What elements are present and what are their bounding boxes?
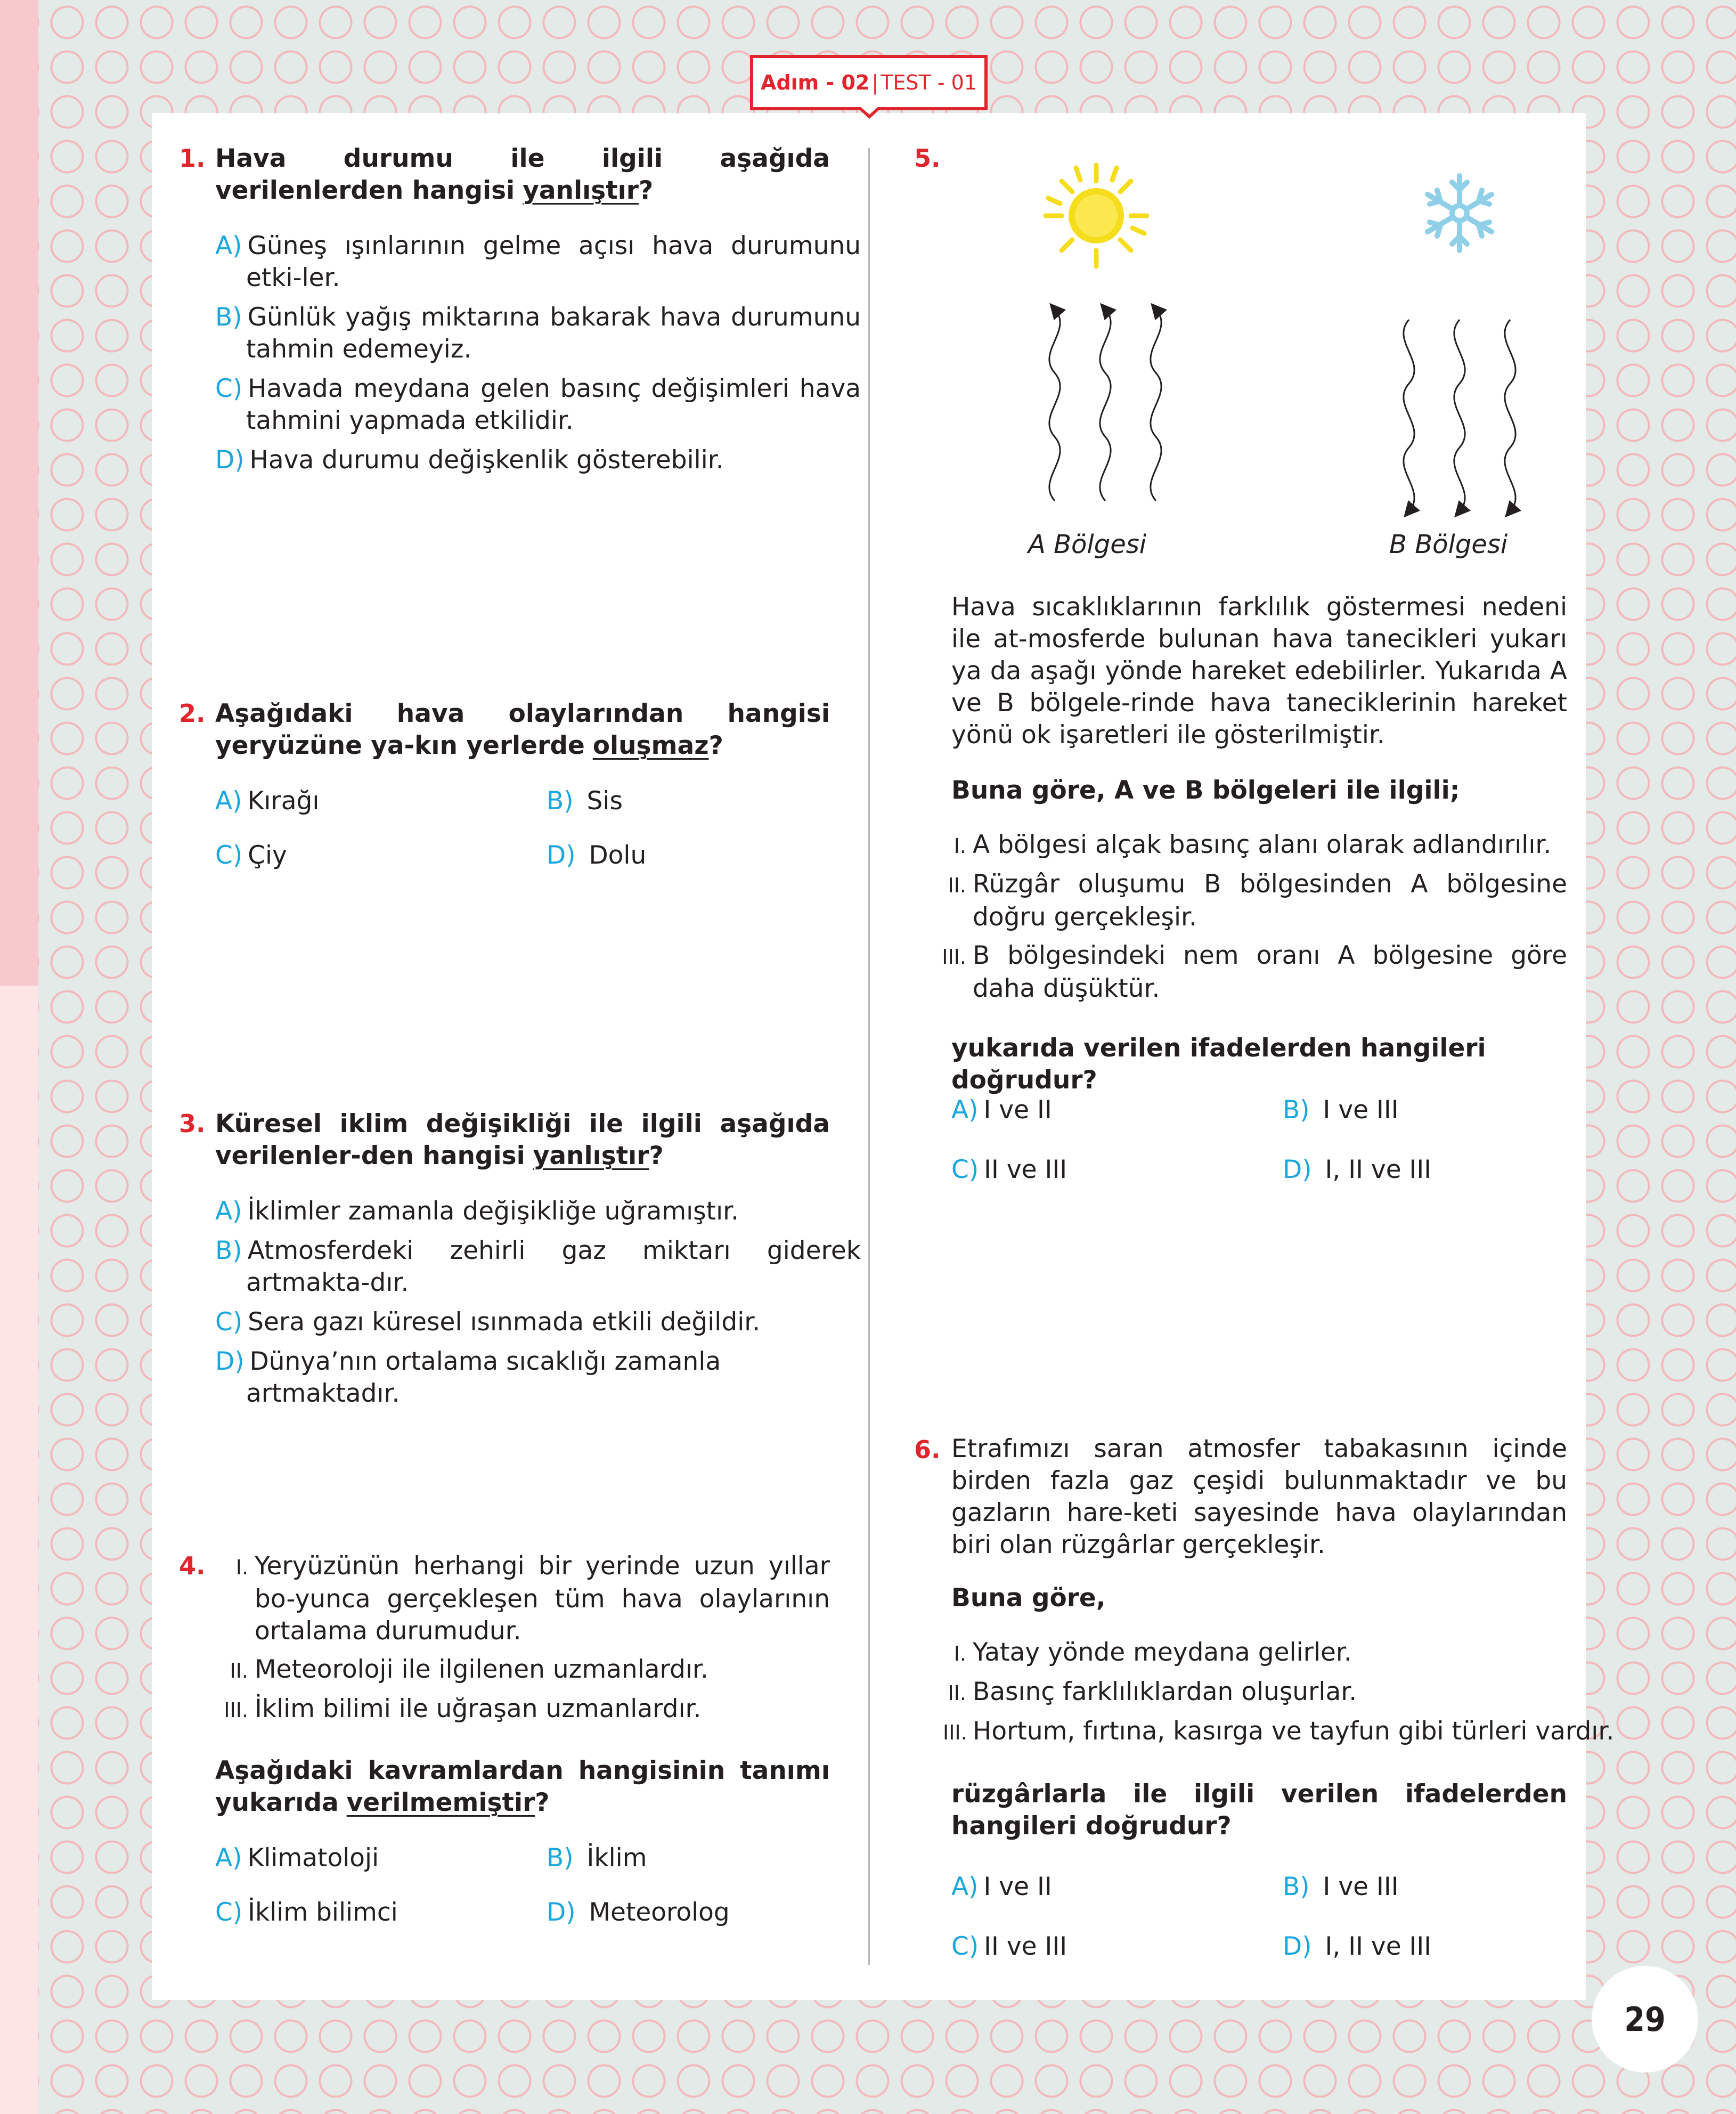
option-letter: D) [547,841,576,870]
option-letter: A) [215,1843,242,1873]
q5-statement-2 [943,868,1567,933]
header-notch-inner [860,107,878,115]
option-letter: C) [951,1932,979,1961]
q4-option-b[interactable] [547,1842,647,1874]
q3-option-b[interactable] [215,1235,861,1299]
q6-lead: Buna göre, [951,1583,1106,1613]
option-text: II ve III [984,1155,1067,1184]
option-text: I ve II [983,1095,1052,1125]
option-letter: C) [215,841,243,870]
option-letter: C) [215,374,243,403]
statement-text: Rüzgâr oluşumu B bölgesinden A bölgesine doğru gerçekleşir. [973,869,1567,932]
statement-text: Basınç farklılıklardan oluşurlar. [973,1677,1357,1706]
page-number: 29 [1592,1966,1698,2072]
q1-option-a[interactable] [215,230,861,294]
q5-option-c[interactable] [951,1154,1067,1186]
option-text: Klimatoloji [247,1843,379,1873]
option-letter: B) [215,303,242,332]
q6-question: rüzgârlarla ile ilgili verilen ifadelerden hangileri doğrudur? [951,1779,1567,1841]
option-letter: A) [951,1872,979,1901]
option-letter: C) [215,1307,243,1337]
q2-option-b[interactable] [547,785,623,817]
roman-numeral: II. [948,1681,966,1705]
q5-option-b[interactable] [1283,1094,1399,1126]
option-letter: D) [215,1347,244,1376]
q5-statement-1 [943,829,1567,862]
roman-numeral: II. [948,874,966,897]
q3-option-d[interactable] [215,1346,861,1410]
sun-icon [1046,165,1147,266]
q1-option-c[interactable] [215,373,861,437]
option-letter: B) [215,1236,242,1265]
option-text: Dolu [589,841,647,870]
header-separator: | [871,71,879,94]
header-test: TEST - 01 [881,71,977,94]
q6-statement-2 [943,1676,1567,1709]
q2-stem-key: oluşmaz [592,731,709,760]
option-text: Çiy [248,841,287,870]
option-text: Sis [586,786,623,816]
roman-numeral: II. [230,1659,248,1682]
statement-text: İklim bilimi ile uğraşan uzmanlardır. [255,1694,702,1723]
q1-stem-end: ? [638,176,654,205]
option-letter: D) [215,445,244,475]
option-text: I ve III [1323,1872,1399,1901]
option-letter: D) [1283,1932,1312,1961]
q1-number: 1. [179,144,206,173]
q4-stem-main: Aşağıdaki kavramlardan hangisinin tanımı yukarıda [215,1756,830,1817]
q4-statement-3 [215,1693,830,1726]
option-letter: B) [547,786,574,816]
q3-stem-end: ? [649,1141,664,1170]
roman-numeral: I. [235,1556,248,1579]
statement-text: Hortum, fırtına, kasırga ve tayfun gibi türleri vardır. [973,1717,1615,1746]
wavy-up-arrow-icon [1049,309,1161,501]
q5-option-d[interactable] [1283,1154,1431,1186]
option-text: Günlük yağış miktarına bakarak hava durumunu tahmin edemeyiz. [246,303,861,364]
q5-question: yukarıda verilen ifadelerden hangileri doğrudur? [951,1034,1486,1095]
statement-text: B bölgesindeki nem oranı A bölgesine göre daha düşüktür. [973,941,1567,1003]
option-text: I, II ve III [1325,1932,1432,1961]
q5-number: 5. [914,144,941,173]
q1-stem-key: yanlıştır [523,176,639,205]
roman-numeral: III. [224,1698,248,1722]
q4-statement-2 [215,1654,830,1687]
decorative-left-band [0,0,38,986]
q5-region-b-label: B Bölgesi [1389,530,1508,559]
q6-statement-3 [943,1715,1615,1749]
q4-option-c[interactable] [215,1897,398,1929]
option-letter: C) [951,1155,979,1184]
q1-stem-main: Hava durumu ile ilgili aşağıda verilenlerden hangisi [215,144,830,205]
option-letter: C) [215,1898,243,1927]
option-letter: A) [951,1095,979,1125]
q3-stem-key: yanlıştır [533,1141,649,1170]
statement-text: A bölgesi alçak basınç alanı olarak adlandırılır. [973,830,1552,859]
option-text: İklim [586,1843,647,1873]
q5-paragraph: Hava sıcaklıklarının farklılık göstermesi nedeni ile at-mosferde bulunan hava tanecikleri yukarı ya da aşağı yönde hareket edebilirler. Yukarıda A ve B bölgele-rinde hava taneciklerinin hareket yönü ok işaretleri ile gösterilmiştir. [951,592,1567,750]
option-text: Sera gazı küresel ısınmada etkili değildir. [248,1307,761,1337]
option-text: Güneş ışınlarının gelme açısı hava durumunu etki-ler. [246,231,861,292]
statement-text: Meteoroloji ile ilgilenen uzmanlardır. [255,1655,708,1684]
q4-number: 4. [179,1551,206,1580]
roman-numeral: I. [953,1642,966,1665]
q2-number: 2. [179,699,206,728]
option-letter: A) [215,1197,242,1226]
roman-numeral: III. [943,1721,967,1744]
q3-stem-main: Küresel iklim değişikliği ile ilgili aşağıda verilenler-den hangisi [215,1109,830,1170]
q5-illustration [1012,149,1545,533]
q5-option-a[interactable] [951,1094,1052,1126]
option-letter: B) [1283,1872,1310,1901]
option-text: İklim bilimci [248,1898,398,1927]
option-text: II ve III [984,1932,1067,1961]
q6-option-a[interactable] [951,1871,1052,1903]
q5-region-a-label: A Bölgesi [1028,530,1147,559]
q5-statement-3 [943,940,1567,1005]
header-step: Adım - 02 [761,71,870,94]
header-tag [750,55,988,110]
column-divider [868,148,870,1965]
option-letter: D) [547,1898,576,1927]
option-letter: A) [215,231,242,261]
q4-option-a[interactable] [215,1842,379,1874]
option-text: Atmosferdeki zehirli gaz miktarı giderek artmakta-dır. [246,1236,861,1297]
option-text: Dünya’nın ortalama sıcaklığı zamanla artmaktadır. [246,1347,721,1408]
roman-numeral: III. [942,945,966,969]
q2-option-a[interactable] [215,785,319,817]
q4-option-d[interactable] [547,1897,730,1929]
option-text: Meteorolog [589,1898,730,1927]
q1-option-d[interactable] [215,444,861,476]
q5-lead: Buna göre, A ve B bölgeleri ile ilgili; [951,776,1460,805]
wavy-down-arrow-icon [1404,320,1515,511]
statement-text: Yeryüzünün herhangi bir yerinde uzun yıllar bo-yunca gerçekleşen tüm hava olaylarının ortalama durumudur. [255,1551,830,1646]
option-text: Havada meydana gelen basınç değişimleri hava tahmini yapmada etkilidir. [246,374,861,435]
q2-option-d[interactable] [547,840,646,872]
q3-option-a[interactable] [215,1196,861,1227]
option-text: Kırağı [247,786,320,816]
q6-statement-1 [943,1637,1567,1670]
q4-statement-1 [215,1550,830,1647]
q2-option-c[interactable] [215,840,287,872]
q6-option-d[interactable] [1283,1931,1431,1963]
statement-text: Yatay yönde meydana gelirler. [973,1638,1352,1667]
snowflake-icon [1428,176,1492,250]
q4-stem-key: verilmemiştir [346,1788,535,1817]
q4-stem [215,1755,830,1819]
q6-paragraph: Etrafımızı saran atmosfer tabakasının içinde birden fazla gaz çeşidi bulunmaktadır ve bu gazların hare-keti sayesinde hava olaylarından biri olan rüzgârlar gerçekleşir. [951,1434,1567,1559]
q2-stem-main: Aşağıdaki hava olaylarından hangisi yeryüzüne ya-kın yerlerde [215,699,830,760]
decorative-left-band-lower [0,986,38,2114]
option-letter: B) [1283,1095,1310,1125]
q6-number: 6. [914,1435,941,1464]
option-letter: B) [547,1843,574,1873]
option-text: İklimler zamanla değişikliğe uğramıştır. [247,1197,739,1226]
option-text: I ve II [983,1872,1052,1901]
option-letter: A) [215,786,242,816]
q4-stem-end: ? [535,1788,550,1817]
option-text: Hava durumu değişkenlik gösterebilir. [249,445,724,475]
option-letter: D) [1283,1155,1312,1184]
option-text: I ve III [1323,1095,1399,1125]
q6-option-b[interactable] [1283,1871,1399,1903]
q3-number: 3. [179,1109,206,1138]
roman-numeral: I. [953,834,966,858]
q1-stem [215,143,830,207]
q3-stem [215,1108,830,1172]
q2-stem [215,698,830,762]
option-text: I, II ve III [1325,1155,1432,1184]
q1-option-b[interactable] [215,302,861,365]
q2-stem-end: ? [708,731,723,760]
q3-option-c[interactable] [215,1306,861,1338]
q6-option-c[interactable] [951,1931,1067,1963]
